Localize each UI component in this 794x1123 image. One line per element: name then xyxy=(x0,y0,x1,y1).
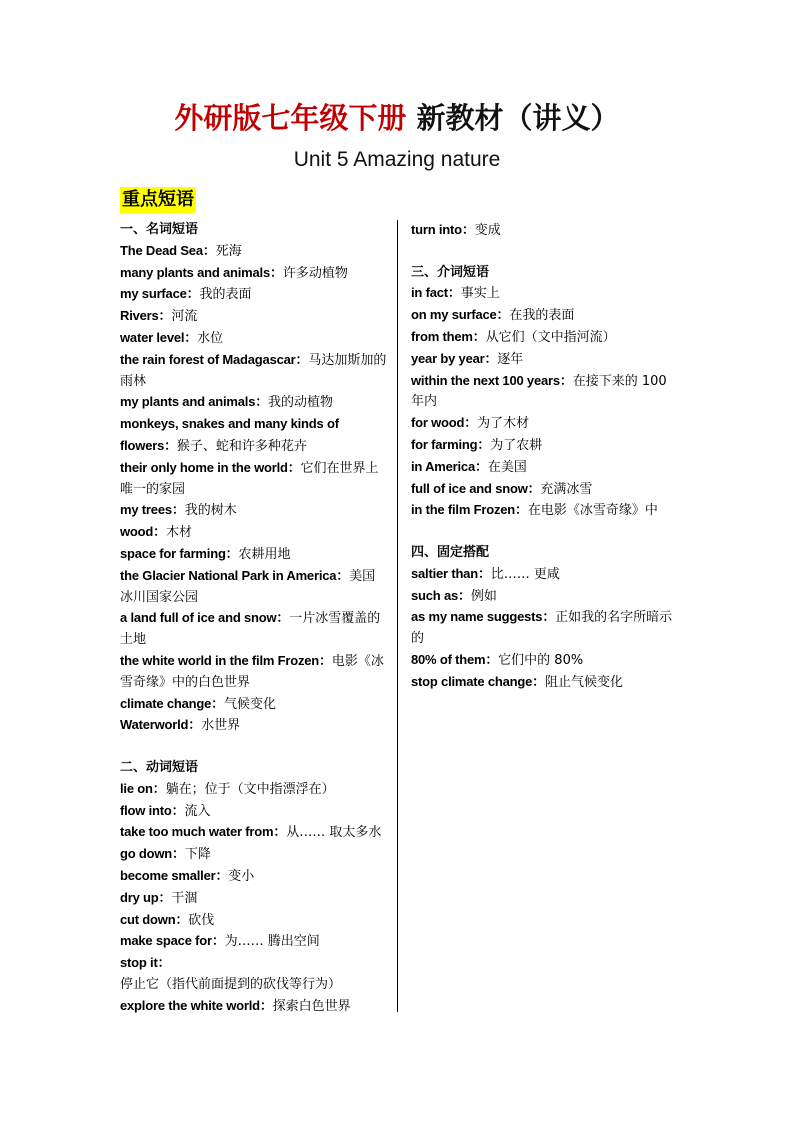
phrase-chinese: 比…… 更咸 xyxy=(490,566,560,582)
spacer xyxy=(411,242,679,263)
phrase-chinese: 木材 xyxy=(165,525,192,541)
phrase-english: year by year： xyxy=(411,350,498,366)
phrase-chinese: 一片冰雪覆盖的土地 xyxy=(120,611,381,648)
phrase-english: become smaller： xyxy=(120,867,229,883)
phrase-chinese: 充满冰雪 xyxy=(540,481,593,497)
phrase-entry xyxy=(411,586,679,608)
spacer xyxy=(411,522,679,543)
phrase-chinese: 它们中的 80% xyxy=(498,652,584,668)
noun-phrases-list xyxy=(120,241,388,737)
phrase-english: Waterworld： xyxy=(120,717,202,733)
phrase-chinese: 下降 xyxy=(184,847,211,863)
phrase-entry xyxy=(120,996,388,1018)
title-red-part: 外研版七年级下册 xyxy=(174,101,407,135)
phrase-chinese: 为…… 腾出空间 xyxy=(224,934,320,950)
phrase-chinese: 在美国 xyxy=(487,459,527,475)
fixed-collocations-list xyxy=(411,564,679,694)
right-column xyxy=(411,220,679,694)
phrase-english: on my surface： xyxy=(411,307,510,323)
phrase-english: The Dead Sea： xyxy=(120,242,216,258)
phrase-entry xyxy=(120,931,388,953)
phrase-entry xyxy=(120,715,388,737)
phrase-chinese: 它们在世界上唯一的家园 xyxy=(120,460,379,497)
phrase-entry xyxy=(411,327,679,349)
page-title xyxy=(0,98,794,138)
phrase-chinese: 躺在；位于（文中指漂浮在） xyxy=(165,781,335,797)
phrase-entry xyxy=(411,435,679,457)
phrase-chinese: 河流 xyxy=(171,309,198,325)
phrase-chinese: 许多动植物 xyxy=(282,265,348,281)
phrase-english: for farming： xyxy=(411,436,491,452)
phrase-chinese: 探索白色世界 xyxy=(272,998,351,1014)
phrase-entry xyxy=(120,414,388,458)
phrase-entry xyxy=(411,413,679,435)
phrase-english: my surface： xyxy=(120,286,200,302)
phrase-english: saltier than： xyxy=(411,565,491,581)
phrase-chinese: 水世界 xyxy=(201,718,241,734)
phrase-chinese: 在我的表面 xyxy=(509,308,575,324)
phrase-entry xyxy=(411,283,679,305)
phrase-entry xyxy=(411,650,679,672)
phrase-chinese: 事实上 xyxy=(460,286,500,302)
phrase-english: monkeys, snakes and many kinds of flowers： xyxy=(120,416,339,453)
phrase-chinese: 猴子、蛇和许多种花卉 xyxy=(176,438,307,454)
phrase-entry xyxy=(120,566,388,609)
phrase-chinese: 逐年 xyxy=(497,351,524,367)
phrase-english: a land full of ice and snow： xyxy=(120,610,290,626)
phrase-chinese: 我的树木 xyxy=(184,503,237,519)
phrase-chinese: 从它们（文中指河流） xyxy=(485,329,616,345)
phrase-entry xyxy=(120,694,388,716)
phrase-chinese: 停止它（指代前面提到的砍伐等行为） xyxy=(120,976,342,992)
phrase-entry xyxy=(120,608,388,651)
noun-phrases-heading: 一、名词短语 xyxy=(120,222,199,237)
phrase-entry xyxy=(120,910,388,932)
phrase-entry xyxy=(120,328,388,350)
phrase-entry xyxy=(411,349,679,371)
phrase-chinese: 干涸 xyxy=(171,890,198,906)
phrase-english: climate change： xyxy=(120,695,224,711)
phrase-chinese: 在接下来的 100年内 xyxy=(411,373,667,410)
phrase-entry xyxy=(411,564,679,586)
phrase-english: the Glacier National Park in America： xyxy=(120,567,350,583)
phrase-entry xyxy=(120,844,388,866)
phrase-entry xyxy=(120,866,388,888)
phrase-english: within the next 100 years： xyxy=(411,372,573,388)
phrase-english: such as： xyxy=(411,587,471,603)
phrase-chinese: 电影《冰雪奇缘》中的白色世界 xyxy=(120,653,384,690)
phrase-chinese: 我的表面 xyxy=(199,287,252,303)
phrase-chinese: 死海 xyxy=(215,243,242,259)
phrase-chinese: 马达加斯加的雨林 xyxy=(120,352,387,389)
phrase-english: Rivers： xyxy=(120,308,172,324)
fixed-collocations-heading: 四、固定搭配 xyxy=(411,544,490,560)
phrase-english: in fact： xyxy=(411,285,461,301)
phrase-english: stop climate change： xyxy=(411,673,545,689)
phrase-chinese: 为了木材 xyxy=(477,416,530,432)
phrase-chinese: 农耕用地 xyxy=(238,546,291,562)
phrase-english: for wood： xyxy=(411,415,478,431)
column-divider xyxy=(397,220,398,1012)
phrase-entry xyxy=(120,953,388,996)
phrase-entry xyxy=(120,350,388,393)
phrase-entry xyxy=(120,241,388,263)
phrase-entry xyxy=(120,544,388,566)
verb-phrases-list xyxy=(120,779,388,1018)
phrase-entry xyxy=(120,822,388,844)
phrase-entry xyxy=(120,284,388,306)
phrase-english: from them： xyxy=(411,328,486,344)
phrase-chinese: 流入 xyxy=(184,803,211,819)
phrase-chinese: 水位 xyxy=(197,330,224,346)
phrase-english: as my name suggests： xyxy=(411,609,556,625)
phrase-entry xyxy=(120,522,388,544)
phrase-entry xyxy=(411,220,679,242)
phrase-chinese: 从…… 取太多水 xyxy=(286,825,382,841)
phrase-entry xyxy=(411,457,679,479)
phrase-english: take too much water from： xyxy=(120,824,287,840)
phrase-english: lie on： xyxy=(120,780,166,796)
verb-phrases-continued-list xyxy=(411,220,679,242)
title-black-part: 新教材（讲义） xyxy=(416,101,620,135)
phrase-english: 80% of them： xyxy=(411,651,499,667)
phrase-entry xyxy=(120,392,388,414)
prepositional-phrases-list xyxy=(411,283,679,522)
phrase-chinese: 为了农耕 xyxy=(490,437,543,453)
phrase-english: make space for： xyxy=(120,933,225,949)
phrase-chinese: 正如我的名字所暗示的 xyxy=(411,610,673,647)
phrase-english: my trees： xyxy=(120,502,185,518)
phrase-entry xyxy=(120,263,388,285)
unit-subtitle: Unit 5 Amazing nature xyxy=(293,148,501,171)
phrase-english: the white world in the film Frozen： xyxy=(120,652,332,668)
spacer xyxy=(120,737,388,758)
phrase-english: in the film Frozen： xyxy=(411,502,528,518)
phrase-entry xyxy=(411,305,679,327)
phrase-entry xyxy=(120,458,388,501)
left-column xyxy=(120,220,388,1017)
phrase-entry xyxy=(120,306,388,328)
phrase-chinese: 美国冰川国家公园 xyxy=(120,568,376,605)
phrase-entry xyxy=(411,371,679,414)
phrase-english: wood： xyxy=(120,524,166,540)
phrase-english: full of ice and snow： xyxy=(411,480,541,496)
phrase-chinese: 变小 xyxy=(228,868,255,884)
phrase-english: the rain forest of Madagascar： xyxy=(120,351,309,367)
phrase-entry xyxy=(411,479,679,501)
prepositional-phrases-heading: 三、介词短语 xyxy=(411,264,490,280)
phrase-entry xyxy=(411,607,679,650)
phrase-entry xyxy=(120,888,388,910)
phrase-chinese: 阻止气候变化 xyxy=(544,674,623,690)
phrase-entry xyxy=(120,779,388,801)
phrase-english: flow into： xyxy=(120,802,185,818)
phrase-english: go down： xyxy=(120,846,185,862)
section-heading-highlight: 重点短语 xyxy=(120,187,196,213)
phrase-english: water level： xyxy=(120,329,198,345)
phrase-entry xyxy=(411,672,679,694)
phrase-english: space for farming： xyxy=(120,545,239,561)
phrase-english: explore the white world： xyxy=(120,997,273,1013)
phrase-entry xyxy=(120,500,388,522)
phrase-chinese: 砍伐 xyxy=(188,912,215,928)
phrase-chinese: 在电影《冰雪奇缘》中 xyxy=(527,503,658,519)
phrase-english: my plants and animals： xyxy=(120,394,269,410)
phrase-english: stop it： xyxy=(120,955,171,971)
phrase-chinese: 气候变化 xyxy=(223,696,276,712)
phrase-english: in America： xyxy=(411,458,488,474)
phrase-chinese: 例如 xyxy=(470,588,497,604)
phrase-english: many plants and animals： xyxy=(120,264,283,280)
phrase-chinese: 变成 xyxy=(474,223,501,238)
phrase-english: their only home in the world： xyxy=(120,459,301,475)
phrase-english: turn into： xyxy=(411,222,475,237)
phrase-english: cut down： xyxy=(120,911,189,927)
phrase-entry xyxy=(411,500,679,522)
phrase-entry xyxy=(120,651,388,694)
verb-phrases-heading: 二、动词短语 xyxy=(120,759,199,775)
phrase-entry xyxy=(120,801,388,823)
phrase-chinese: 我的动植物 xyxy=(268,395,334,411)
phrase-english: dry up： xyxy=(120,889,172,905)
